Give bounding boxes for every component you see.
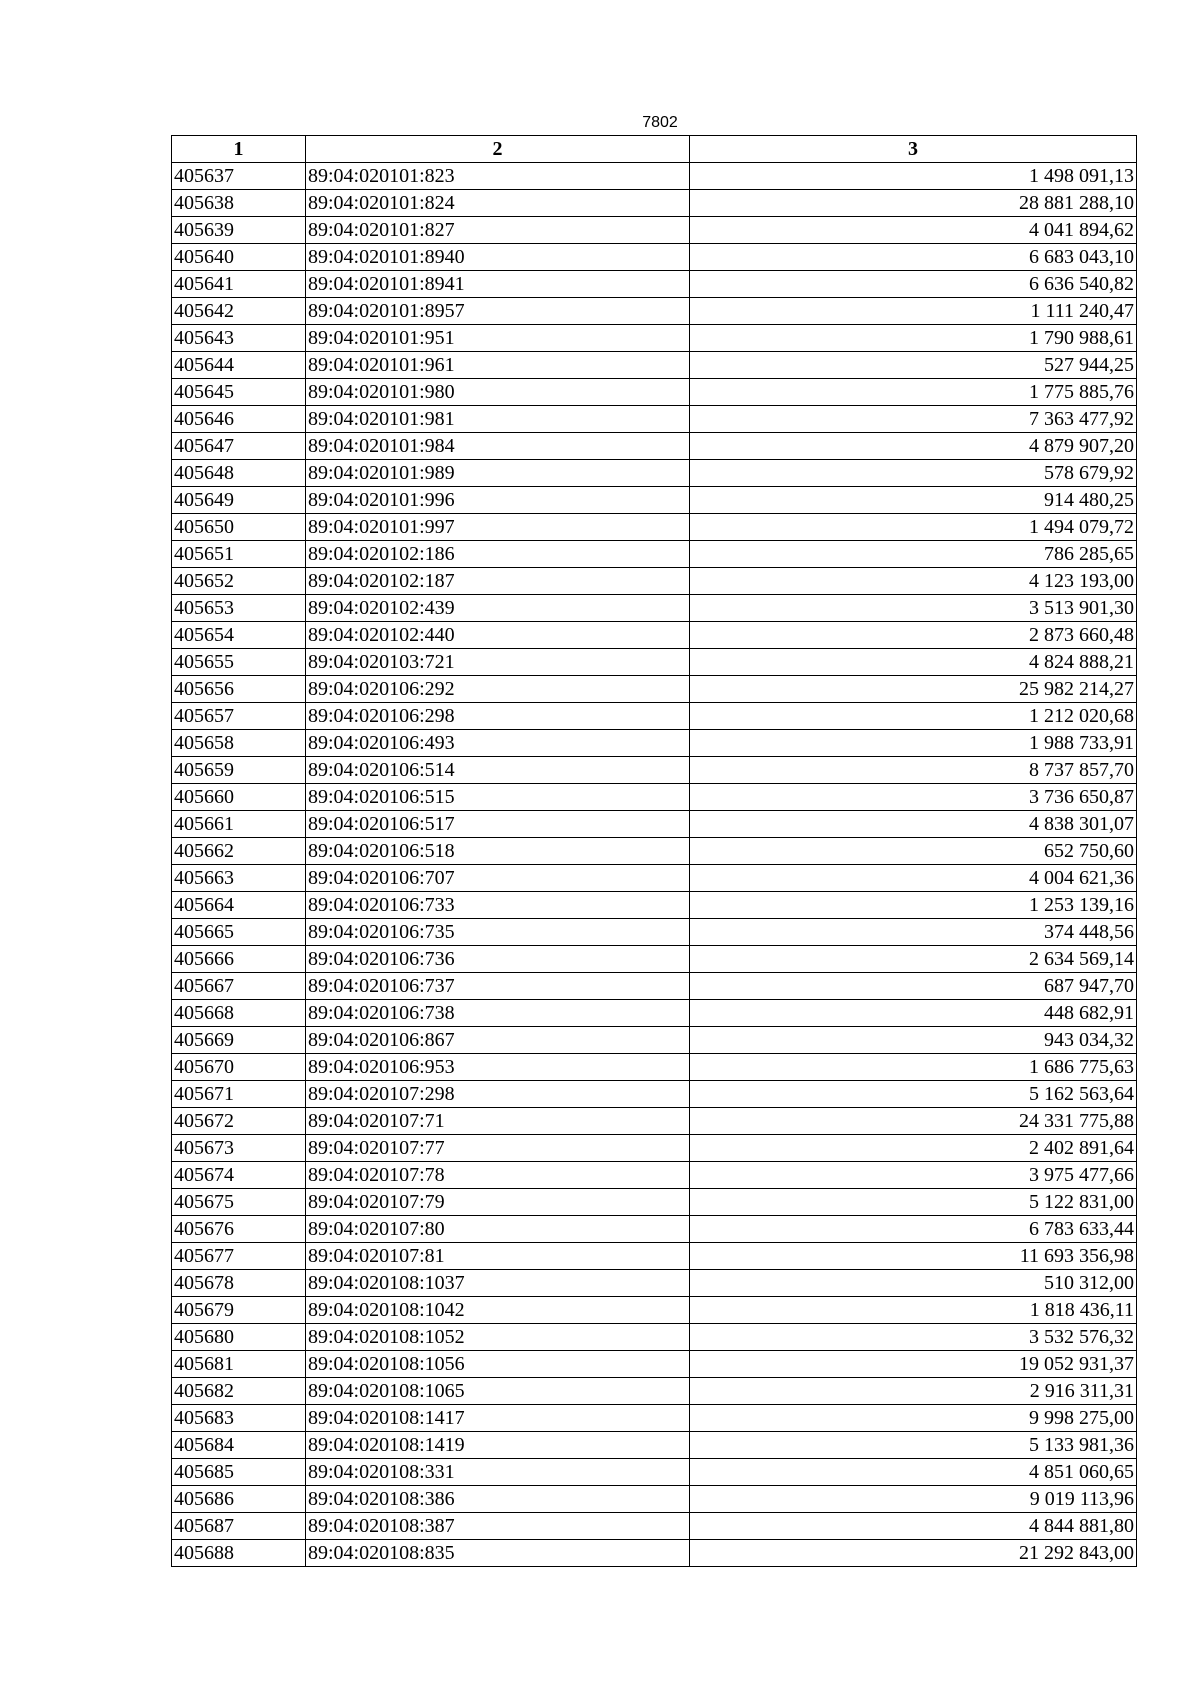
value-cell: 7 363 477,92 (690, 406, 1137, 433)
cadastral-number-cell: 89:04:020108:1419 (306, 1432, 690, 1459)
cadastral-number-cell: 89:04:020106:518 (306, 838, 690, 865)
row-id-cell: 405665 (172, 919, 306, 946)
cadastral-number-cell: 89:04:020101:827 (306, 217, 690, 244)
row-id-cell: 405653 (172, 595, 306, 622)
cadastral-number-cell: 89:04:020108:1037 (306, 1270, 690, 1297)
cadastral-number-cell: 89:04:020108:1042 (306, 1297, 690, 1324)
table-row (172, 298, 1137, 325)
cadastral-number-cell: 89:04:020101:961 (306, 352, 690, 379)
table-row (172, 838, 1137, 865)
row-id-cell: 405637 (172, 163, 306, 190)
table-row (172, 352, 1137, 379)
cadastral-number-cell: 89:04:020108:386 (306, 1486, 690, 1513)
value-cell: 28 881 288,10 (690, 190, 1137, 217)
cadastral-number-cell: 89:04:020102:186 (306, 541, 690, 568)
row-id-cell: 405642 (172, 298, 306, 325)
value-cell: 786 285,65 (690, 541, 1137, 568)
row-id-cell: 405640 (172, 244, 306, 271)
cadastral-number-cell: 89:04:020106:514 (306, 757, 690, 784)
row-id-cell: 405686 (172, 1486, 306, 1513)
cadastral-number-cell: 89:04:020107:298 (306, 1081, 690, 1108)
row-id-cell: 405674 (172, 1162, 306, 1189)
row-id-cell: 405652 (172, 568, 306, 595)
table-row (172, 946, 1137, 973)
data-table (171, 135, 1137, 1567)
row-id-cell: 405647 (172, 433, 306, 460)
row-id-cell: 405671 (172, 1081, 306, 1108)
table-row (172, 622, 1137, 649)
table-row (172, 1162, 1137, 1189)
row-id-cell: 405656 (172, 676, 306, 703)
row-id-cell: 405661 (172, 811, 306, 838)
table-row (172, 433, 1137, 460)
table-row (172, 163, 1137, 190)
cadastral-number-cell: 89:04:020106:737 (306, 973, 690, 1000)
value-cell: 1 212 020,68 (690, 703, 1137, 730)
table-row (172, 568, 1137, 595)
table-row (172, 1270, 1137, 1297)
table-header-row (172, 136, 1137, 163)
cadastral-number-cell: 89:04:020101:824 (306, 190, 690, 217)
cadastral-number-cell: 89:04:020102:439 (306, 595, 690, 622)
table-row (172, 784, 1137, 811)
cadastral-number-cell: 89:04:020108:835 (306, 1540, 690, 1567)
row-id-cell: 405675 (172, 1189, 306, 1216)
table-row (172, 1000, 1137, 1027)
row-id-cell: 405683 (172, 1405, 306, 1432)
value-cell: 5 162 563,64 (690, 1081, 1137, 1108)
cadastral-number-cell: 89:04:020106:707 (306, 865, 690, 892)
cadastral-number-cell: 89:04:020107:81 (306, 1243, 690, 1270)
table-row (172, 379, 1137, 406)
row-id-cell: 405662 (172, 838, 306, 865)
row-id-cell: 405669 (172, 1027, 306, 1054)
table-row (172, 244, 1137, 271)
row-id-cell: 405687 (172, 1513, 306, 1540)
table-row (172, 1243, 1137, 1270)
column-header-1: 1 (172, 136, 306, 163)
row-id-cell: 405679 (172, 1297, 306, 1324)
row-id-cell: 405657 (172, 703, 306, 730)
cadastral-number-cell: 89:04:020101:8941 (306, 271, 690, 298)
cadastral-number-cell: 89:04:020102:187 (306, 568, 690, 595)
row-id-cell: 405668 (172, 1000, 306, 1027)
table-row (172, 676, 1137, 703)
value-cell: 4 824 888,21 (690, 649, 1137, 676)
value-cell: 6 683 043,10 (690, 244, 1137, 271)
value-cell: 19 052 931,37 (690, 1351, 1137, 1378)
value-cell: 4 041 894,62 (690, 217, 1137, 244)
value-cell: 1 494 079,72 (690, 514, 1137, 541)
table-row (172, 217, 1137, 244)
cadastral-number-cell: 89:04:020106:517 (306, 811, 690, 838)
table-row (172, 271, 1137, 298)
value-cell: 24 331 775,88 (690, 1108, 1137, 1135)
value-cell: 5 122 831,00 (690, 1189, 1137, 1216)
table-row (172, 514, 1137, 541)
page-number: 7802 (642, 114, 678, 131)
value-cell: 3 736 650,87 (690, 784, 1137, 811)
cadastral-number-cell: 89:04:020108:387 (306, 1513, 690, 1540)
table-row (172, 1405, 1137, 1432)
table-row (172, 1297, 1137, 1324)
cadastral-number-cell: 89:04:020101:996 (306, 487, 690, 514)
row-id-cell: 405685 (172, 1459, 306, 1486)
row-id-cell: 405644 (172, 352, 306, 379)
cadastral-number-cell: 89:04:020106:493 (306, 730, 690, 757)
row-id-cell: 405654 (172, 622, 306, 649)
value-cell: 9 998 275,00 (690, 1405, 1137, 1432)
cadastral-number-cell: 89:04:020106:736 (306, 946, 690, 973)
table-body (172, 163, 1137, 1567)
cadastral-number-cell: 89:04:020106:733 (306, 892, 690, 919)
value-cell: 448 682,91 (690, 1000, 1137, 1027)
row-id-cell: 405663 (172, 865, 306, 892)
value-cell: 8 737 857,70 (690, 757, 1137, 784)
cadastral-number-cell: 89:04:020107:79 (306, 1189, 690, 1216)
row-id-cell: 405677 (172, 1243, 306, 1270)
value-cell: 1 253 139,16 (690, 892, 1137, 919)
cadastral-number-cell: 89:04:020103:721 (306, 649, 690, 676)
row-id-cell: 405638 (172, 190, 306, 217)
cadastral-number-cell: 89:04:020108:1417 (306, 1405, 690, 1432)
cadastral-number-cell: 89:04:020108:1065 (306, 1378, 690, 1405)
row-id-cell: 405659 (172, 757, 306, 784)
value-cell: 510 312,00 (690, 1270, 1137, 1297)
row-id-cell: 405660 (172, 784, 306, 811)
table-row (172, 1540, 1137, 1567)
table-row (172, 595, 1137, 622)
value-cell: 578 679,92 (690, 460, 1137, 487)
table-row (172, 541, 1137, 568)
table-row (172, 1486, 1137, 1513)
cadastral-number-cell: 89:04:020106:735 (306, 919, 690, 946)
table-row (172, 649, 1137, 676)
table-row (172, 730, 1137, 757)
table-row (172, 865, 1137, 892)
row-id-cell: 405672 (172, 1108, 306, 1135)
value-cell: 5 133 981,36 (690, 1432, 1137, 1459)
value-cell: 527 944,25 (690, 352, 1137, 379)
row-id-cell: 405684 (172, 1432, 306, 1459)
table-row (172, 1432, 1137, 1459)
table-row (172, 325, 1137, 352)
value-cell: 11 693 356,98 (690, 1243, 1137, 1270)
row-id-cell: 405655 (172, 649, 306, 676)
cadastral-number-cell: 89:04:020106:953 (306, 1054, 690, 1081)
table-row (172, 811, 1137, 838)
cadastral-number-cell: 89:04:020102:440 (306, 622, 690, 649)
value-cell: 1 818 436,11 (690, 1297, 1137, 1324)
table-row (172, 1135, 1137, 1162)
cadastral-number-cell: 89:04:020101:981 (306, 406, 690, 433)
cadastral-number-cell: 89:04:020107:80 (306, 1216, 690, 1243)
row-id-cell: 405651 (172, 541, 306, 568)
value-cell: 1 111 240,47 (690, 298, 1137, 325)
value-cell: 21 292 843,00 (690, 1540, 1137, 1567)
table-row (172, 1324, 1137, 1351)
cadastral-number-cell: 89:04:020101:951 (306, 325, 690, 352)
value-cell: 6 636 540,82 (690, 271, 1137, 298)
table-row (172, 1054, 1137, 1081)
value-cell: 4 004 621,36 (690, 865, 1137, 892)
cadastral-number-cell: 89:04:020101:8957 (306, 298, 690, 325)
value-cell: 4 838 301,07 (690, 811, 1137, 838)
value-cell: 914 480,25 (690, 487, 1137, 514)
table-row (172, 1513, 1137, 1540)
cadastral-number-cell: 89:04:020108:1052 (306, 1324, 690, 1351)
cadastral-number-cell: 89:04:020106:298 (306, 703, 690, 730)
value-cell: 3 975 477,66 (690, 1162, 1137, 1189)
table-row (172, 1027, 1137, 1054)
row-id-cell: 405658 (172, 730, 306, 757)
row-id-cell: 405646 (172, 406, 306, 433)
value-cell: 2 634 569,14 (690, 946, 1137, 973)
value-cell: 4 123 193,00 (690, 568, 1137, 595)
table-row (172, 1351, 1137, 1378)
row-id-cell: 405670 (172, 1054, 306, 1081)
cadastral-number-cell: 89:04:020106:292 (306, 676, 690, 703)
value-cell: 4 851 060,65 (690, 1459, 1137, 1486)
table-row (172, 919, 1137, 946)
value-cell: 1 988 733,91 (690, 730, 1137, 757)
cadastral-number-cell: 89:04:020101:997 (306, 514, 690, 541)
cadastral-number-cell: 89:04:020107:78 (306, 1162, 690, 1189)
cadastral-number-cell: 89:04:020101:984 (306, 433, 690, 460)
value-cell: 2 402 891,64 (690, 1135, 1137, 1162)
cadastral-number-cell: 89:04:020106:867 (306, 1027, 690, 1054)
table-row (172, 460, 1137, 487)
table-row (172, 703, 1137, 730)
row-id-cell: 405673 (172, 1135, 306, 1162)
row-id-cell: 405645 (172, 379, 306, 406)
table-row (172, 1216, 1137, 1243)
row-id-cell: 405676 (172, 1216, 306, 1243)
value-cell: 943 034,32 (690, 1027, 1137, 1054)
value-cell: 374 448,56 (690, 919, 1137, 946)
table-row (172, 1459, 1137, 1486)
column-header-3: 3 (690, 136, 1137, 163)
cadastral-number-cell: 89:04:020108:331 (306, 1459, 690, 1486)
row-id-cell: 405650 (172, 514, 306, 541)
table-row (172, 892, 1137, 919)
cadastral-number-cell: 89:04:020106:515 (306, 784, 690, 811)
row-id-cell: 405678 (172, 1270, 306, 1297)
value-cell: 6 783 633,44 (690, 1216, 1137, 1243)
cadastral-number-cell: 89:04:020108:1056 (306, 1351, 690, 1378)
cadastral-number-cell: 89:04:020101:980 (306, 379, 690, 406)
value-cell: 25 982 214,27 (690, 676, 1137, 703)
table-row (172, 487, 1137, 514)
value-cell: 2 916 311,31 (690, 1378, 1137, 1405)
table-row (172, 1108, 1137, 1135)
value-cell: 3 532 576,32 (690, 1324, 1137, 1351)
value-cell: 1 775 885,76 (690, 379, 1137, 406)
row-id-cell: 405639 (172, 217, 306, 244)
row-id-cell: 405664 (172, 892, 306, 919)
table-row (172, 757, 1137, 784)
row-id-cell: 405688 (172, 1540, 306, 1567)
table-row (172, 190, 1137, 217)
value-cell: 652 750,60 (690, 838, 1137, 865)
cadastral-number-cell: 89:04:020101:823 (306, 163, 690, 190)
table-row (172, 1189, 1137, 1216)
row-id-cell: 405682 (172, 1378, 306, 1405)
row-id-cell: 405666 (172, 946, 306, 973)
row-id-cell: 405649 (172, 487, 306, 514)
table-row (172, 973, 1137, 1000)
row-id-cell: 405648 (172, 460, 306, 487)
row-id-cell: 405643 (172, 325, 306, 352)
row-id-cell: 405667 (172, 973, 306, 1000)
value-cell: 1 686 775,63 (690, 1054, 1137, 1081)
value-cell: 1 498 091,13 (690, 163, 1137, 190)
column-header-2: 2 (306, 136, 690, 163)
table-row (172, 406, 1137, 433)
value-cell: 1 790 988,61 (690, 325, 1137, 352)
value-cell: 2 873 660,48 (690, 622, 1137, 649)
row-id-cell: 405681 (172, 1351, 306, 1378)
table-row (172, 1378, 1137, 1405)
value-cell: 687 947,70 (690, 973, 1137, 1000)
cadastral-number-cell: 89:04:020101:8940 (306, 244, 690, 271)
value-cell: 4 879 907,20 (690, 433, 1137, 460)
cadastral-number-cell: 89:04:020106:738 (306, 1000, 690, 1027)
cadastral-number-cell: 89:04:020101:989 (306, 460, 690, 487)
value-cell: 3 513 901,30 (690, 595, 1137, 622)
cadastral-number-cell: 89:04:020107:71 (306, 1108, 690, 1135)
row-id-cell: 405641 (172, 271, 306, 298)
cadastral-number-cell: 89:04:020107:77 (306, 1135, 690, 1162)
value-cell: 4 844 881,80 (690, 1513, 1137, 1540)
row-id-cell: 405680 (172, 1324, 306, 1351)
value-cell: 9 019 113,96 (690, 1486, 1137, 1513)
table-row (172, 1081, 1137, 1108)
